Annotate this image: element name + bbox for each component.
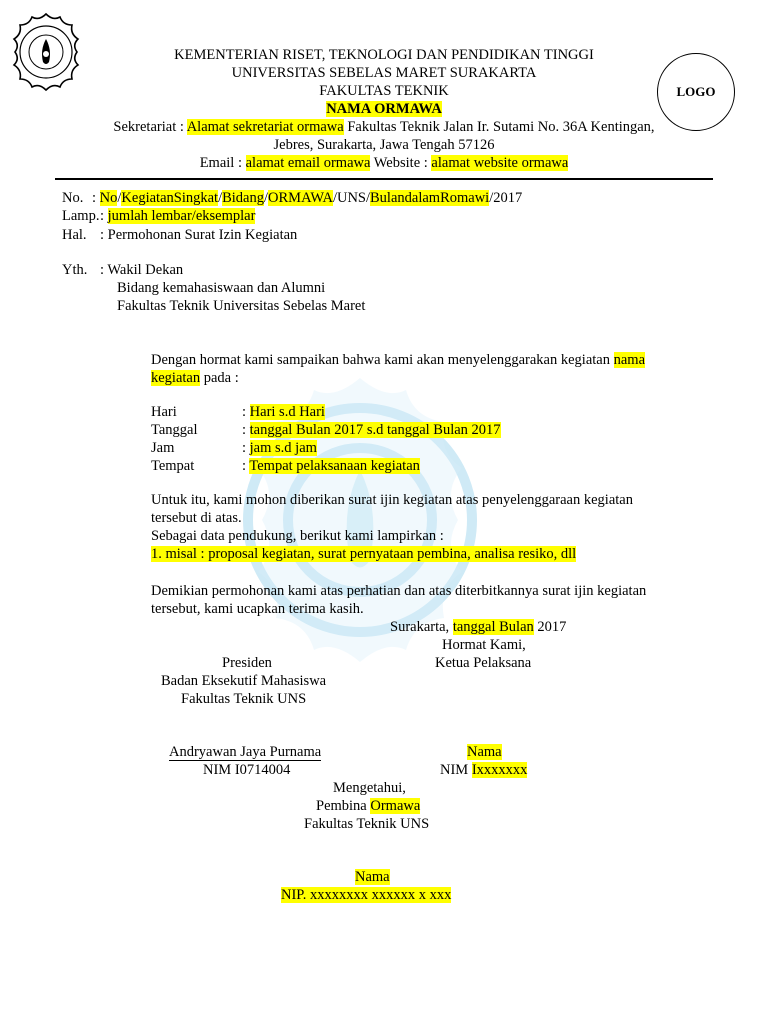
lamp-label: Lamp. (62, 208, 100, 224)
left-signer-name (169, 743, 321, 761)
letterhead-divider (55, 178, 713, 180)
approval: Mengetahui, (333, 780, 406, 796)
no-part: Bidang (222, 190, 264, 206)
org-name-line (0, 100, 768, 118)
detail-row-tempat (151, 457, 420, 475)
address-line: Jebres, Surakarta, Jawa Tengah 57126 (273, 137, 495, 153)
no-part: BulandalamRomawi (370, 190, 490, 206)
no-line (62, 189, 522, 207)
attachment-text: 1. misal : proposal kegiatan, surat pernyataan pembina, analisa resiko, dll (151, 546, 577, 562)
closing-line1: Demikian permohonan kami atas perhatian dan atas diterbitkannya surat ijin kegiatan (151, 583, 647, 599)
right-signer-name (467, 743, 502, 761)
faculty-line: FAKULTAS TEKNIK (319, 83, 449, 99)
no-part: /2017 (489, 190, 523, 206)
detail-sep: : (242, 440, 250, 456)
website-value: alamat website ormawa (431, 155, 569, 171)
recipient-line1 (62, 261, 183, 279)
intro-line1 (151, 351, 645, 369)
detail-value: tanggal Bulan 2017 s.d tanggal Bulan 2017 (249, 422, 501, 438)
attachment-item (151, 545, 576, 563)
advisor-nip: NIP. xxxxxxxx xxxxxx x xxx (281, 887, 452, 903)
detail-label: Tempat (151, 458, 195, 474)
left-title3: Fakultas Teknik UNS (181, 691, 307, 707)
secretariat-address: Alamat sekretariat ormawa (186, 119, 344, 135)
detail-sep: : (242, 458, 250, 474)
left-name: Andryawan Jaya Purnama (169, 744, 322, 760)
no-part: No (99, 190, 118, 206)
no-part: KegiatanSingkat (121, 190, 219, 206)
detail-sep: : (242, 404, 250, 420)
no-part: ORMAWA (268, 190, 333, 206)
detail-row-tanggal (151, 421, 501, 439)
secretariat-rest: Fakultas Teknik Jalan Ir. Sutami No. 36A Kentingan, (343, 119, 655, 135)
secretariat-label: Sekretariat : (113, 119, 187, 135)
request-line2: tersebut di atas. (151, 510, 242, 526)
no-part: / (218, 190, 223, 206)
contact-line (0, 154, 768, 172)
no-part: / (117, 190, 122, 206)
intro-end: pada : (200, 370, 239, 386)
right-nim-value: Ixxxxxxx (471, 762, 528, 778)
advisor-org: Ormawa (370, 798, 421, 814)
place: Surakarta, (390, 619, 453, 635)
recipient-line3: Fakultas Teknik Universitas Sebelas Maret (117, 298, 366, 314)
no-part: / (264, 190, 269, 206)
detail-label: Jam (151, 440, 175, 456)
recipient-label: Yth. (62, 262, 88, 278)
detail-row-hari (151, 403, 325, 421)
recipient-line2: Bidang kemahasiswaan dan Alumni (117, 280, 326, 296)
advisor-line (316, 797, 420, 815)
recipient-sep: : (100, 262, 108, 278)
lamp-sep: : (100, 208, 108, 224)
detail-label: Tanggal (151, 422, 198, 438)
no-part: /UNS/ (332, 190, 371, 206)
right-nim (440, 761, 527, 779)
advisor-nip-line (281, 886, 451, 904)
hal-line (62, 226, 297, 244)
website-label: Website : (370, 155, 432, 171)
ministry-line: KEMENTERIAN RISET, TEKNOLOGI DAN PENDIDIKAN TINGGI (174, 47, 594, 63)
right-name: Nama (467, 744, 502, 760)
detail-label: Hari (151, 404, 177, 420)
hal-sep: : (100, 227, 108, 243)
email-label: Email : (199, 155, 246, 171)
no-label: No. (62, 190, 84, 206)
detail-value: Hari s.d Hari (249, 404, 325, 420)
advisor-label: Pembina (316, 798, 371, 814)
request-line1: Untuk itu, kami mohon diberikan surat ijin kegiatan atas penyelenggaraan kegiatan (151, 492, 633, 508)
date-value: tanggal Bulan (452, 619, 534, 635)
advisor-name: Nama (355, 869, 390, 885)
university-line: UNIVERSITAS SEBELAS MARET SURAKARTA (231, 65, 537, 81)
place-date (390, 618, 566, 636)
year: 2017 (533, 619, 567, 635)
detail-value: jam s.d jam (249, 440, 317, 456)
hal-value: Permohonan Surat Izin Kegiatan (107, 227, 298, 243)
detail-sep: : (242, 422, 250, 438)
advisor-name-line (355, 868, 390, 886)
closing-line2: tersebut, kami ucapkan terima kasih. (151, 601, 364, 617)
advisor-faculty: Fakultas Teknik UNS (304, 816, 430, 832)
secretariat-line (0, 118, 768, 136)
right-title: Ketua Pelaksana (435, 655, 532, 671)
lamp-line (62, 207, 255, 225)
left-nim: NIM I0714004 (203, 762, 291, 778)
attachments-intro: Sebagai data pendukung, berikut kami lampirkan : (151, 528, 444, 544)
intro-activity-name: nama (613, 352, 646, 368)
detail-row-jam (151, 439, 317, 457)
no-sep: : (92, 190, 100, 206)
regards: Hormat Kami, (442, 637, 526, 653)
intro-line2 (151, 369, 239, 387)
intro-text: Dengan hormat kami sampaikan bahwa kami akan menyelenggarakan kegiatan (151, 352, 614, 368)
recipient-title: Wakil Dekan (107, 262, 184, 278)
logo-label: LOGO (676, 84, 716, 99)
left-title2: Badan Eksekutif Mahasiswa (161, 673, 327, 689)
intro-activity-word: kegiatan (151, 370, 201, 386)
left-title1: Presiden (222, 655, 272, 671)
detail-value: Tempat pelaksanaan kegiatan (249, 458, 420, 474)
right-nim-label: NIM (440, 762, 472, 778)
email-value: alamat email ormawa (245, 155, 371, 171)
hal-label: Hal. (62, 227, 87, 243)
lamp-value: jumlah lembar/eksemplar (107, 208, 256, 224)
org-name: NAMA ORMAWA (326, 101, 442, 117)
